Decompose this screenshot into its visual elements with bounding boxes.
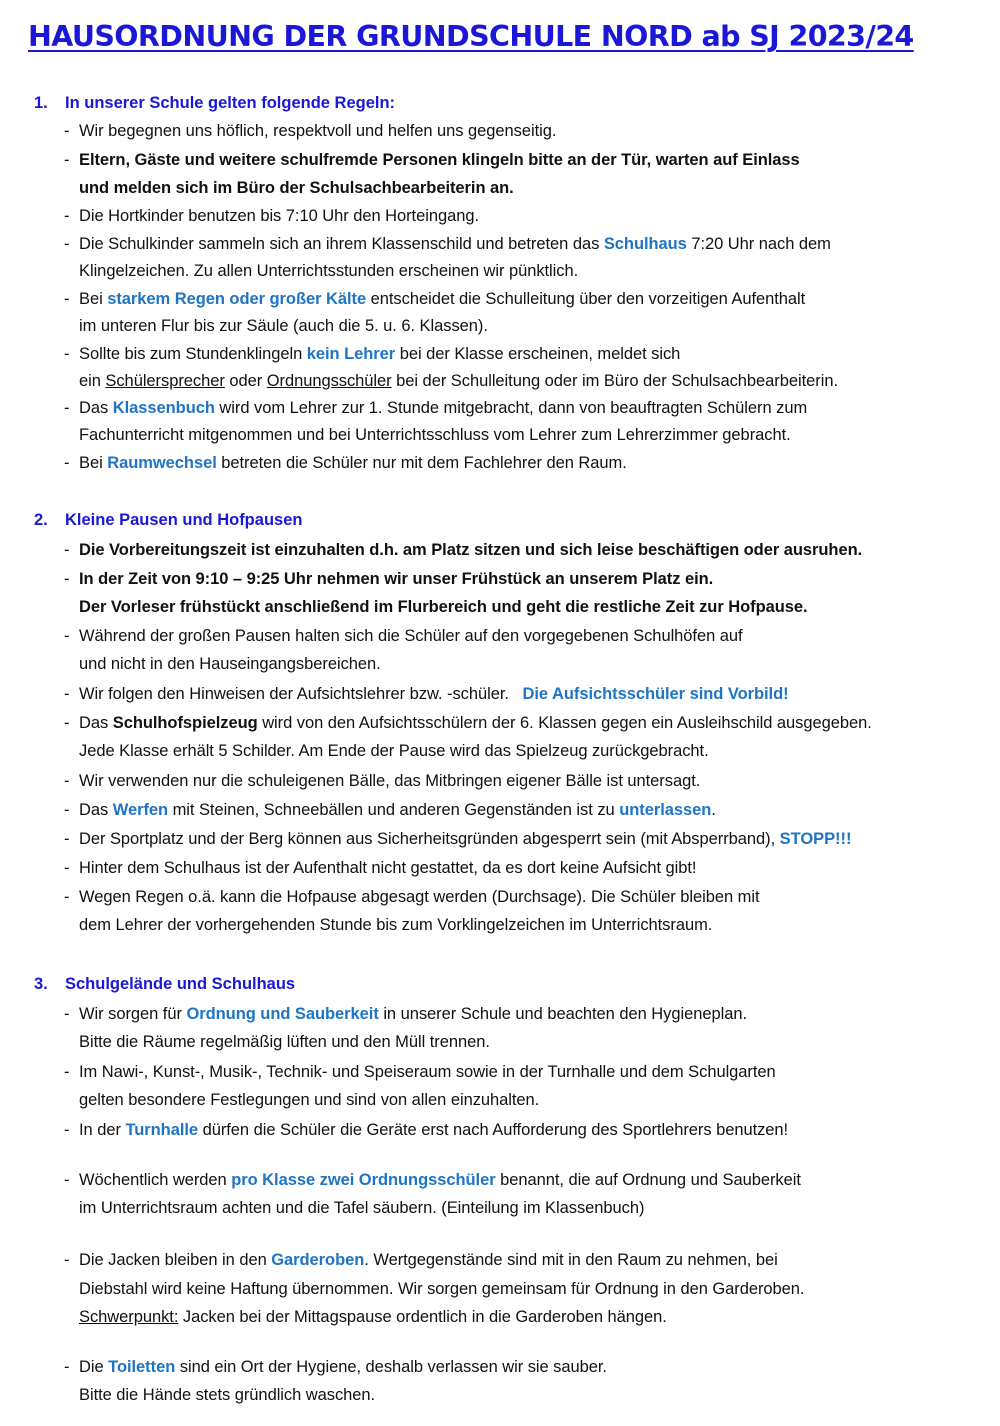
bullet-dash: - (64, 454, 70, 472)
text: benannt, die auf Ordnung und Sauberkeit (495, 1171, 801, 1189)
text: in unserer Schule und beachten den Hygieneplan. (378, 1005, 747, 1023)
underlined-term: Schwerpunkt: (79, 1308, 179, 1326)
text: entscheidet die Schulleitung über den vorzeitigen Aufenthalt (366, 290, 806, 308)
text: ein (79, 372, 106, 390)
rule-line: Die Vorbereitungszeit ist einzuhalten d.h. am Platz sitzen und sich leise beschäftigen oder ausruhen. (79, 541, 863, 559)
bullet-dash: - (64, 714, 70, 732)
text: bei der Schulleitung oder im Büro der Schulsachbearbeiterin. (391, 372, 838, 390)
bullet-dash: - (64, 570, 70, 588)
bullet-dash: - (64, 685, 70, 703)
rule-line (79, 1307, 667, 1327)
highlight: Ordnung und Sauberkeit (186, 1005, 379, 1023)
highlight: STOPP!!! (779, 830, 852, 848)
rule-line: Der Vorleser frühstückt anschließend im Flurbereich und geht die restliche Zeit zur Hofpause. (79, 598, 808, 616)
rule-line: und nicht in den Hauseingangsbereichen. (79, 655, 381, 673)
rule-line (79, 713, 872, 733)
rule-line (79, 371, 838, 391)
section-2-heading: Kleine Pausen und Hofpausen (65, 511, 303, 529)
highlight: unterlassen (619, 801, 712, 819)
rule-line: Eltern, Gäste und weitere schulfremde Personen klingeln bitte an der Tür, warten auf Einlass (79, 151, 800, 169)
highlight: Schulhaus (603, 235, 687, 253)
rule-line (79, 1357, 607, 1377)
section-1-number: 1. (34, 94, 48, 112)
bullet-dash: - (64, 1358, 70, 1376)
rule-line: Hinter dem Schulhaus ist der Aufenthalt nicht gestattet, da es dort keine Aufsicht gibt! (79, 859, 697, 877)
highlight: kein Lehrer (306, 345, 396, 363)
text: Die Jacken bleiben in den (79, 1251, 272, 1269)
section-2-number: 2. (34, 511, 48, 529)
highlight: pro Klasse zwei Ordnungsschüler (231, 1171, 496, 1189)
rule-line: im unteren Flur bis zur Säule (auch die 5. u. 6. Klassen). (79, 317, 488, 335)
highlight: Garderoben (271, 1251, 365, 1269)
text: Der Sportplatz und der Berg können aus Sicherheitsgründen abgesperrt sein (mit Absperrband), (79, 830, 780, 848)
rule-line: Im Nawi-, Kunst-, Musik-, Technik- und Speiseraum sowie in der Turnhalle und dem Schulgarten (79, 1063, 776, 1081)
bullet-dash: - (64, 1063, 70, 1081)
underlined-term: Schülersprecher (105, 372, 225, 390)
rule-line (79, 1250, 778, 1270)
text: Wir folgen den Hinweisen der Aufsichtslehrer bzw. -schüler. (79, 685, 523, 703)
rule-line: gelten besondere Festlegungen und sind von allen einzuhalten. (79, 1091, 540, 1109)
highlight: Werfen (112, 801, 169, 819)
text: Sollte bis zum Stundenklingeln (79, 345, 307, 363)
text: mit Steinen, Schneebällen und anderen Gegenständen ist zu (168, 801, 620, 819)
text: Das (79, 399, 113, 417)
text: Jacken bei der Mittagspause ordentlich in die Garderoben hängen. (178, 1308, 667, 1326)
rule-line (79, 234, 831, 254)
section-1-heading: In unserer Schule gelten folgende Regeln: (65, 94, 396, 112)
rule-line: im Unterrichtsraum achten und die Tafel säubern. (Einteilung im Klassenbuch) (79, 1199, 645, 1217)
text: Bei (79, 290, 108, 308)
highlight: Turnhalle (125, 1121, 199, 1139)
bullet-dash: - (64, 1251, 70, 1269)
section-3-number: 3. (34, 975, 48, 993)
highlight: Raumwechsel (107, 454, 217, 472)
text: . (711, 801, 716, 819)
rule-line (79, 684, 789, 704)
bullet-dash: - (64, 290, 70, 308)
bullet-dash: - (64, 399, 70, 417)
rule-line: Bitte die Räume regelmäßig lüften und den Müll trennen. (79, 1033, 490, 1051)
bullet-dash: - (64, 772, 70, 790)
text: bei der Klasse erscheinen, meldet sich (395, 345, 681, 363)
text: Das (79, 801, 113, 819)
underlined-term: Ordnungsschüler (266, 372, 392, 390)
text: sind ein Ort der Hygiene, deshalb verlassen wir sie sauber. (175, 1358, 607, 1376)
rule-line: Jede Klasse erhält 5 Schilder. Am Ende der Pause wird das Spielzeug zurückgebracht. (79, 742, 709, 760)
rule-line: Wir verwenden nur die schuleigenen Bälle, das Mitbringen eigener Bälle ist untersagt. (79, 772, 701, 790)
text: betreten die Schüler nur mit dem Fachlehrer den Raum. (216, 454, 627, 472)
rule-line (79, 289, 805, 309)
text: wird von den Aufsichtsschülern der 6. Klassen gegen ein Ausleihschild ausgegeben. (257, 714, 872, 732)
bullet-dash: - (64, 627, 70, 645)
text: In der (79, 1121, 126, 1139)
rule-line: Wir begegnen uns höflich, respektvoll und helfen uns gegenseitig. (79, 122, 557, 140)
bold-term: Schulhofspielzeug (112, 714, 258, 732)
highlight: Toiletten (108, 1358, 176, 1376)
bullet-dash: - (64, 235, 70, 253)
bullet-dash: - (64, 888, 70, 906)
section-3-heading: Schulgelände und Schulhaus (65, 975, 296, 993)
bullet-dash: - (64, 859, 70, 877)
bullet-dash: - (64, 1171, 70, 1189)
rule-line (79, 1120, 788, 1140)
bullet-dash: - (64, 151, 70, 169)
rule-line: und melden sich im Büro der Schulsachbearbeiterin an. (79, 179, 514, 197)
text: Bei (79, 454, 108, 472)
rule-line: Wegen Regen o.ä. kann die Hofpause abgesagt werden (Durchsage). Die Schüler bleiben mit (79, 888, 760, 906)
bullet-dash: - (64, 801, 70, 819)
bullet-dash: - (64, 1121, 70, 1139)
bullet-dash: - (64, 207, 70, 225)
text: . Wertgegenstände sind mit in den Raum zu nehmen, bei (364, 1251, 778, 1269)
text: Die (79, 1358, 109, 1376)
document-title: HAUSORDNUNG DER GRUNDSCHULE NORD ab SJ 2023/24 (28, 20, 914, 53)
rule-line (79, 829, 851, 849)
rule-line (79, 1004, 747, 1024)
rule-line (79, 800, 716, 820)
rule-line: Bitte die Hände stets gründlich waschen. (79, 1386, 376, 1404)
rule-line (79, 453, 627, 473)
rule-line: dem Lehrer der vorhergehenden Stunde bis zum Vorklingelzeichen im Unterrichtsraum. (79, 916, 713, 934)
highlight: Klassenbuch (112, 399, 215, 417)
text: wird vom Lehrer zur 1. Stunde mitgebracht, dann von beauftragten Schülern zum (214, 399, 808, 417)
highlight: Die Aufsichtsschüler sind Vorbild! (522, 685, 789, 703)
rule-line: Fachunterricht mitgenommen und bei Unterrichtsschluss vom Lehrer zum Lehrerzimmer gebracht. (79, 426, 791, 444)
text: Das (79, 714, 113, 732)
rule-line (79, 344, 680, 364)
rule-line (79, 1170, 801, 1190)
bullet-dash: - (64, 345, 70, 363)
rule-line: Während der großen Pausen halten sich die Schüler auf den vorgegebenen Schulhöfen auf (79, 627, 743, 645)
text: oder (224, 372, 267, 390)
rule-line: Die Hortkinder benutzen bis 7:10 Uhr den Horteingang. (79, 207, 480, 225)
rule-line: Klingelzeichen. Zu allen Unterrichtsstunden erscheinen wir pünktlich. (79, 262, 579, 280)
text: dürfen die Schüler die Geräte erst nach Aufforderung des Sportlehrers benutzen! (198, 1121, 789, 1139)
text: Die Schulkinder sammeln sich an ihrem Klassenschild und betreten das (79, 235, 604, 253)
bullet-dash: - (64, 122, 70, 140)
bullet-dash: - (64, 830, 70, 848)
highlight: starkem Regen oder großer Kälte (107, 290, 367, 308)
rule-line: Diebstahl wird keine Haftung übernommen. Wir sorgen gemeinsam für Ordnung in den Garderoben. (79, 1280, 805, 1298)
text: 7:20 Uhr nach dem (686, 235, 831, 253)
bullet-dash: - (64, 1005, 70, 1023)
text: Wöchentlich werden (79, 1171, 232, 1189)
rule-line: In der Zeit von 9:10 – 9:25 Uhr nehmen wir unser Frühstück an unserem Platz ein. (79, 570, 714, 588)
text: Wir sorgen für (79, 1005, 187, 1023)
rule-line (79, 398, 807, 418)
bullet-dash: - (64, 541, 70, 559)
